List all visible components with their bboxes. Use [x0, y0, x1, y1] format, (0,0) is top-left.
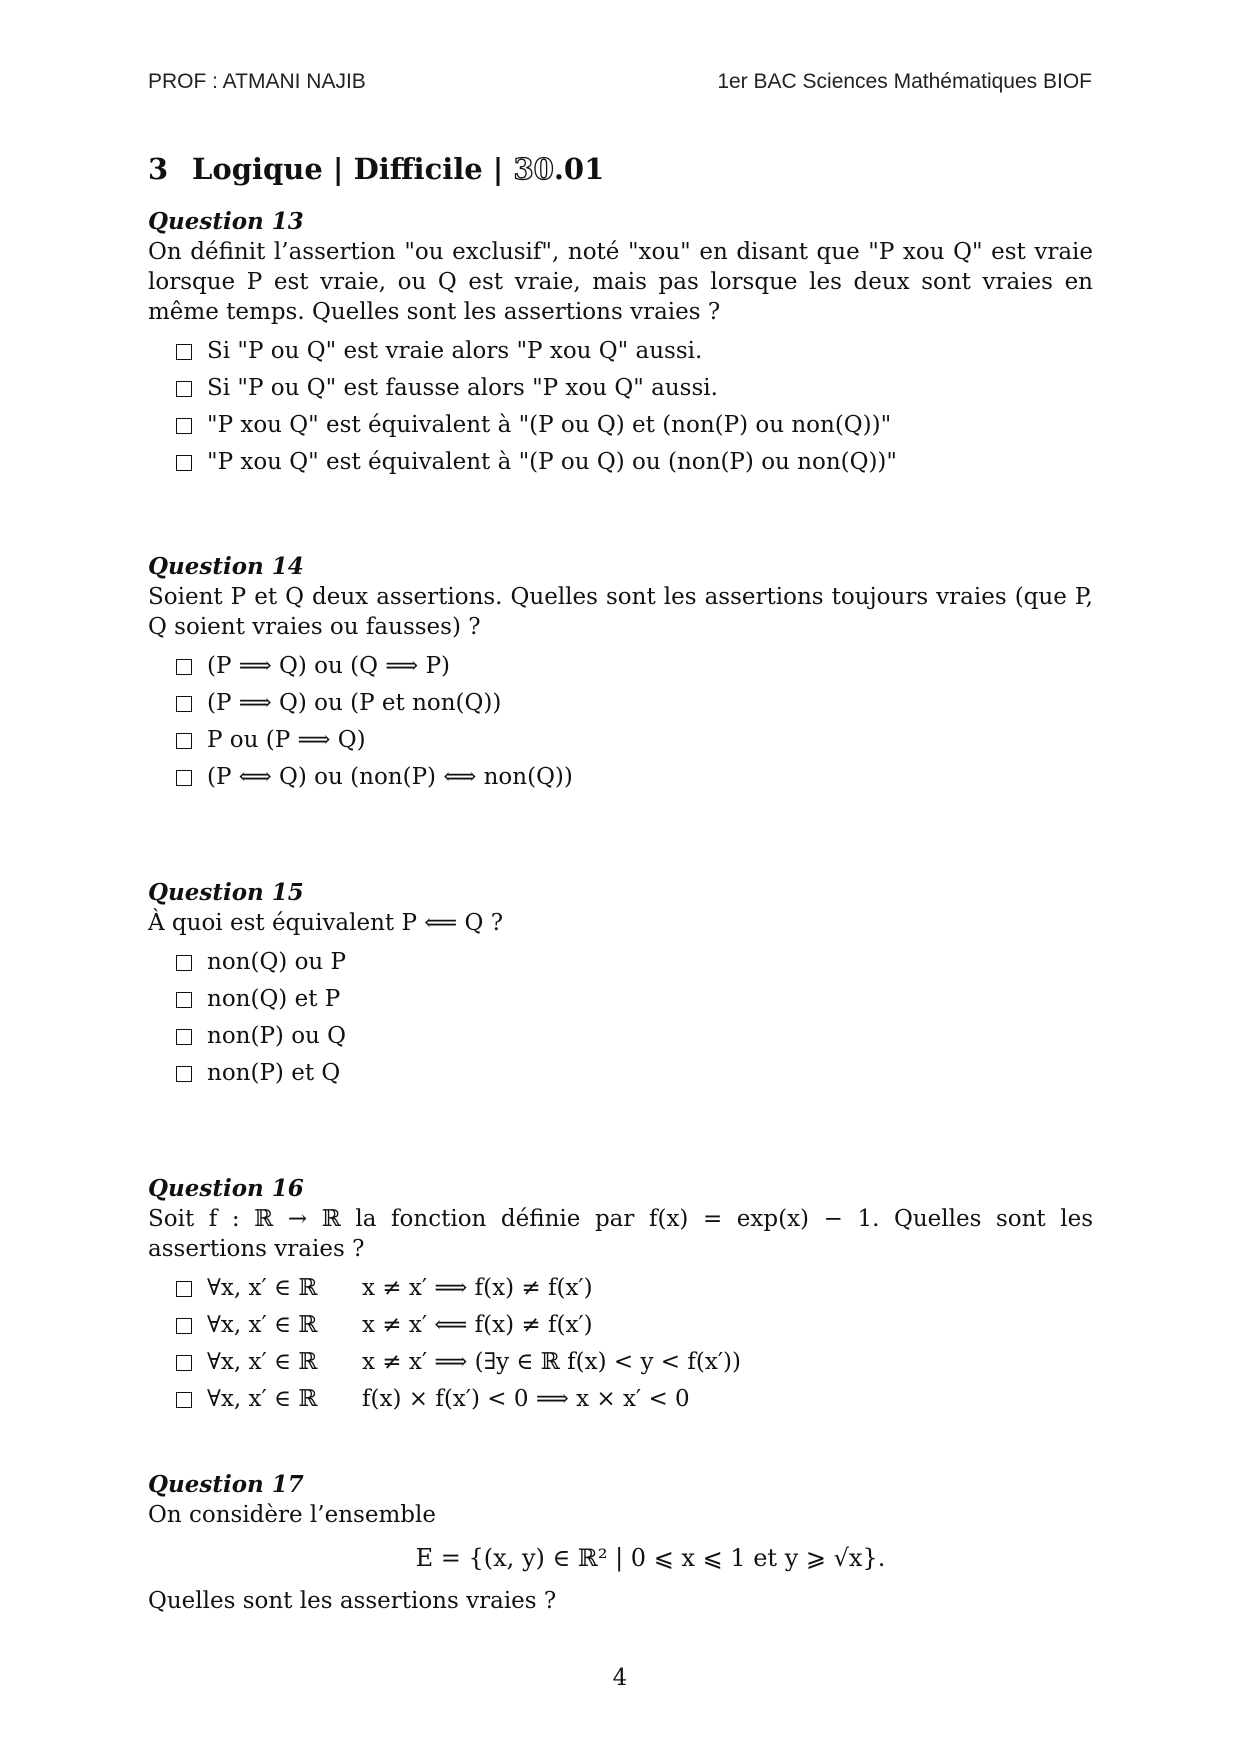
question-title: Question 16 [148, 1175, 304, 1202]
section-title [148, 152, 604, 186]
checkbox[interactable] [176, 455, 192, 471]
question-14 [148, 552, 1093, 796]
checkbox[interactable] [176, 1392, 192, 1408]
option-label: Si "P ou Q" est vraie alors "P xou Q" aussi. [207, 338, 703, 364]
option[interactable] [176, 944, 1093, 981]
option[interactable] [176, 1344, 1093, 1381]
question-title: Question 17 [148, 1471, 304, 1498]
option-label: (P ⟺ Q) ou (non(P) ⟺ non(Q)) [207, 764, 573, 790]
checkbox[interactable] [176, 992, 192, 1008]
checkbox[interactable] [176, 955, 192, 971]
question-text: À quoi est équivalent P ⟸ Q ? [148, 910, 504, 936]
section-title-text: Logique | Difficile | [192, 152, 504, 186]
option[interactable] [176, 444, 1093, 481]
question-title: Question 14 [148, 553, 304, 580]
option[interactable] [176, 648, 1093, 685]
option-label: "P xou Q" est équivalent à "(P ou Q) et (non(P) ou non(Q))" [207, 412, 892, 438]
header-class: 1er BAC Sciences Mathématiques BIOF [717, 70, 1092, 93]
question-16 [148, 1174, 1093, 1418]
option-expression: x ≠ x′ ⟹ f(x) ≠ f(x′) [362, 1275, 593, 1301]
question-text: On considère l’ensemble [148, 1502, 436, 1528]
option-label: Si "P ou Q" est fausse alors "P xou Q" aussi. [207, 375, 718, 401]
set-definition-formula: E = {(x, y) ∈ ℝ² | 0 ⩽ x ⩽ 1 et y ⩾ √x}. [415, 1544, 886, 1572]
option-label: (P ⟹ Q) ou (Q ⟹ P) [207, 653, 451, 679]
option-quantifier: ∀x, x′ ∈ ℝ [207, 1275, 318, 1301]
checkbox[interactable] [176, 1355, 192, 1371]
option-expression: x ≠ x′ ⟹ (∃y ∈ ℝ f(x) < y < f(x′)) [362, 1349, 742, 1375]
option-label: non(Q) et P [207, 986, 341, 1012]
checkbox[interactable] [176, 659, 192, 675]
option[interactable] [176, 1055, 1093, 1092]
option-label: (P ⟹ Q) ou (P et non(Q)) [207, 690, 502, 716]
checkbox[interactable] [176, 696, 192, 712]
option[interactable] [176, 370, 1093, 407]
header-author: PROF : ATMANI NAJIB [148, 70, 366, 93]
option-quantifier: ∀x, x′ ∈ ℝ [207, 1312, 318, 1338]
option[interactable] [176, 1270, 1093, 1307]
option-expression: f(x) × f(x′) < 0 ⟹ x × x′ < 0 [362, 1386, 690, 1412]
option[interactable] [176, 759, 1093, 796]
question-followup-text: Quelles sont les assertions vraies ? [148, 1588, 557, 1614]
question-text: Soient P et Q deux assertions. Quelles sont les assertions toujours vraies (que P, Q soient vraies ou fausses) ? [148, 584, 1093, 640]
section-number: 3 [148, 152, 169, 186]
option-label: non(P) ou Q [207, 1023, 347, 1049]
checkbox[interactable] [176, 381, 192, 397]
checkbox[interactable] [176, 344, 192, 360]
checkbox[interactable] [176, 418, 192, 434]
option-list [148, 1270, 1093, 1418]
option[interactable] [176, 333, 1093, 370]
question-15 [148, 878, 1093, 1092]
question-17 [148, 1470, 1093, 1616]
checkbox[interactable] [176, 770, 192, 786]
question-title: Question 13 [148, 208, 304, 235]
option-label: P ou (P ⟹ Q) [207, 727, 366, 753]
option[interactable] [176, 685, 1093, 722]
question-13 [148, 207, 1093, 481]
checkbox[interactable] [176, 1318, 192, 1334]
question-title: Question 15 [148, 879, 304, 906]
option[interactable] [176, 1307, 1093, 1344]
option[interactable] [176, 1381, 1093, 1418]
option[interactable] [176, 981, 1093, 1018]
checkbox[interactable] [176, 1066, 192, 1082]
option-list [148, 648, 1093, 796]
option-label: non(P) et Q [207, 1060, 341, 1086]
option-expression: x ≠ x′ ⟸ f(x) ≠ f(x′) [362, 1312, 593, 1338]
option[interactable] [176, 722, 1093, 759]
checkbox[interactable] [176, 1281, 192, 1297]
option-label: non(Q) ou P [207, 949, 347, 975]
option[interactable] [176, 1018, 1093, 1055]
option-list [148, 333, 1093, 481]
checkbox[interactable] [176, 1029, 192, 1045]
section-outlined-number: 30 [513, 152, 554, 186]
question-text: Soit f : ℝ → ℝ la fonction définie par f(x) = exp(x) − 1. Quelles sont les assertions vraies ? [148, 1206, 1093, 1262]
option-label: "P xou Q" est équivalent à "(P ou Q) ou (non(P) ou non(Q))" [207, 449, 897, 475]
section-title-suffix: .01 [553, 152, 605, 186]
option-quantifier: ∀x, x′ ∈ ℝ [207, 1349, 318, 1375]
question-text: On définit l’assertion "ou exclusif", noté "xou" en disant que "P xou Q" est vraie lorsque P est vraie, ou Q est vraie, mais pas lorsque les deux sont vraies en même temps. Quelles sont les assertions vraies ? [148, 239, 1093, 325]
option[interactable] [176, 407, 1093, 444]
page-number: 4 [612, 1665, 628, 1691]
checkbox[interactable] [176, 733, 192, 749]
option-list [148, 944, 1093, 1092]
option-quantifier: ∀x, x′ ∈ ℝ [207, 1386, 318, 1412]
